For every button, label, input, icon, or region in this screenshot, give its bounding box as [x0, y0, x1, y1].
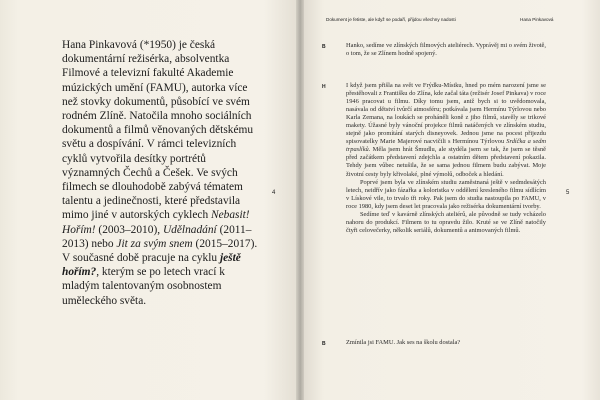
dialogue-paragraph: Sedíme teď v kavárně zlínských ateliérů, ale původně se tudy vcházelo nahoru do produkcí. Filmem to tu opravdu žilo. Kruté se ve Zlíně natočily čtyři celovečerky, několik seriálů, dokumentů a animovaných filmů.	[346, 210, 546, 234]
page-number-left: 4	[272, 190, 276, 196]
running-head-title: Dokument je fetiste, ale když se podaří, přijdou všechny nadosti	[326, 17, 456, 22]
page-number-right: 5	[566, 190, 570, 196]
dialogue-paragraph: Poprvé jsem byla ve zlínském studiu zaměstnaná ještě v sedmdesátých letech, neidřív jako fázařka a koloristka v oddělení kresleného filmu sídlícím v Lískové vile, to trvalo tři roky. Pak jsem do studia nastoupila po FAMU, v roce 1980, kdy jsem deset let pracovala jako režisérka dokumentární tvorby.	[346, 178, 546, 210]
bio-film-title: ještě hořím?	[62, 252, 241, 279]
dialogue-title: Srdíčka a sedm trpaslíků	[346, 138, 546, 154]
speaker-label: H	[322, 84, 326, 90]
speaker-label: B	[322, 44, 326, 50]
dialogue-answer	[346, 82, 546, 235]
bio-film-title: Udělnadání	[162, 223, 217, 236]
dialogue-question	[346, 339, 546, 347]
bio-film-title: Jit za svým snem	[116, 237, 193, 250]
bio-text: (2011–2013) nebo	[62, 223, 252, 250]
bio-text: (2003–2010),	[95, 223, 163, 236]
running-head-author: Hana Pinkavová	[520, 17, 554, 22]
dialogue-paragraph: Hanko, sedíme ve zlínských filmových ateliérech. Vyprávěj mi o svém životě, o tom, že se Zlínem hodně spojený.	[346, 42, 546, 58]
bio-text: (2015–2017). V současné době pracuje na cyklu	[62, 237, 258, 265]
dialogue-text: . Měla jsem hrát Šmudlu, ale stydéla jsem se tak, že jsem se těsně před začátkem představení zdejchla a ostatním dětem představení pokazila. Tehdy jsem vůbec netušila, že se sama jednou filmem budu zabývat. Moje životní cesty byly křivolaké, plné výmolů, odboček a hledání.	[346, 146, 546, 178]
dialogue-paragraph: Zmínila jsi FAMU. Jak ses na školu dostala?	[346, 339, 461, 346]
bio-text: , kterým se po letech vrací k mladým talentovaným osobnostem uměleckého světa.	[62, 266, 225, 307]
dialogue-question	[346, 42, 546, 58]
bio-film-title: Nebasit! Hořím!	[62, 209, 250, 236]
author-bio	[62, 38, 262, 308]
speaker-label: B	[322, 341, 326, 347]
dialogue-paragraph	[346, 82, 546, 179]
book-gutter	[296, 0, 304, 400]
bio-text: Hana Pinkavová (*1950) je česká dokumentární režisérka, absolventka Filmové a televizní fakulté Akademie múzických umění (FAMU), autorka více než stovky dokumentů, působící ve svém rodném Zlíně. Natočila mnoho sociálních dokumentů a filmů věnovaných dětskému světu a dospívání. V rámci televizních cyklů vytvořila desítky portrétů významných Čechů a Češek. Ve svých filmech se dlouhodobě zabývá tématem talentu a jedinečnosti, které představila mimo jiné v autorských cyklech	[62, 39, 254, 222]
dialogue-text: I když jsem přišla na svět ve Frýdku-Místku, hned po mém narození jsme se přestěhovali z Františku do Zlína, kde začal táta (režisér Josef Pinkava) v roce 1946 pracovat u filmu. Díky tomu jsem, aniž bych si to uvědomovala, nasávala od dětství tvůrčí atmosféru; potkávala jsem Hermínu Týrlovou nebo Karla Zemana, na loukách se proháněli koně z jiho filmů, stavěly se trikové makety. Úžasné byly vánoční projekce filmů natáčených ve zlínském studiu, stejně jako promítání starých disneyovek. Jednou jsme na pocest přijezdu spisovatelky Marie Majerové nacvičili s Hermínou Týrlovou	[346, 82, 546, 146]
